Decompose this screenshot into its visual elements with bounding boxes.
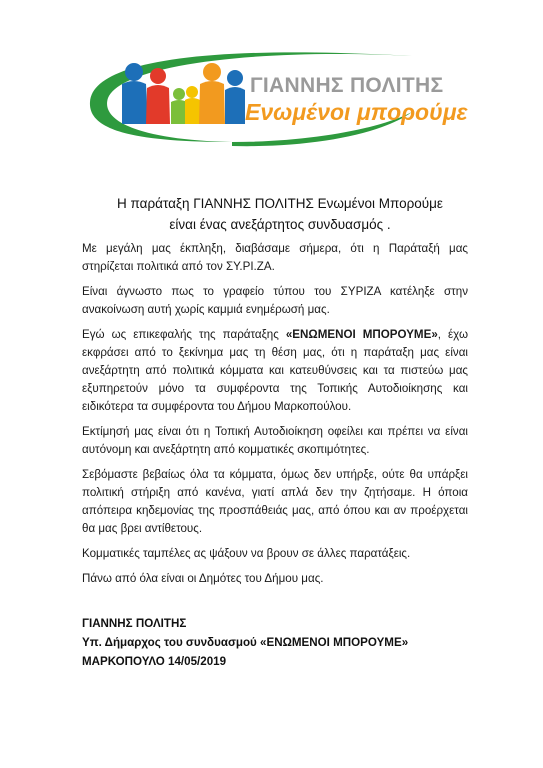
paragraph-6: Κομματικές ταμπέλες ας ψάξουν να βρουν σε άλλες παρατάξεις.	[82, 547, 411, 560]
party-name-bold: «ΕΝΩΜΕΝΟΙ ΜΠΟΡΟΥΜΕ»	[285, 328, 438, 341]
paragraph-3	[82, 326, 468, 416]
signature-block	[82, 614, 482, 671]
title-line-1: Η παράταξη ΓΙΑΝΝΗΣ ΠΟΛΙΤΗΣ Ενωμένοι Μπορούμε	[117, 196, 443, 211]
paragraph-2: Είναι άγνωστο πως το γραφείο τύπου του ΣΥΡΙΖΑ κατέληξε στην ανακοίνωση αυτή χωρίς καμμιά ενημέρωσή μας.	[82, 285, 468, 316]
document-body	[82, 240, 468, 595]
paragraph-5: Σεβόμαστε βεβαίως όλα τα κόμματα, όμως δεν υπήρξε, ούτε θα υπάρξει πολιτική στήριξη από κανένα, γιατί απλά δεν την ζητήσαμε. Η όποια απόπειρα κηδεμονίας της προσπάθειάς μας, από όπου και αν προέρχεται θα μας βρει αντίθετους.	[82, 468, 468, 535]
signature-role: Υπ. Δήμαρχος του συνδυασμού «ΕΝΩΜΕΝΟΙ ΜΠΟΡΟΥΜΕ»	[82, 636, 409, 649]
logo-slogan: Ενωμένοι μπορούμε	[245, 99, 468, 125]
logo-party-name: ΓΙΑΝΝΗΣ ΠΟΛΙΤΗΣ	[250, 74, 444, 97]
signature-name: ΓΙΑΝΝΗΣ ΠΟΛΙΤΗΣ	[82, 617, 187, 630]
signature-place-date: ΜΑΡΚΟΠΟΥΛΟ 14/05/2019	[82, 655, 227, 668]
paragraph-1: Με μεγάλη μας έκπληξη, διαβάσαμε σήμερα, ότι η Παράταξή μας στηρίζεται πολιτικά από τον ΣΥ.ΡΙ.ΖΑ.	[82, 242, 468, 273]
paragraph-3-lead: Εγώ ως επικεφαλής της παράταξης	[82, 328, 286, 341]
paragraph-4: Εκτίμησή μας είναι ότι η Τοπική Αυτοδιοίκηση οφείλει και πρέπει να είναι αυτόνομη και ανεξάρτητη από κομματικές σκοπιμότητες.	[82, 425, 468, 456]
paragraph-7: Πάνω από όλα είναι οι Δημότες του Δήμου μας.	[82, 572, 324, 585]
paragraph-3-rest: , έχω εκφράσει από το ξεκίνημα μας τη θέση μας, ότι η παράταξη μας είναι ανεξάρτητη από πολιτικά κόμματα και κατευθύνσεις και τα πιστεύω μας εξυπηρετούν μόνο τα συμφέροντα της Τοπικής Αυτοδιοίκησης και ειδικότερα τα συμφέροντα του Δήμου Μαρκοπούλου.	[82, 328, 469, 413]
title-line-2: είναι ένας ανεξάρτητος συνδυασμός .	[169, 217, 391, 232]
document-title	[90, 193, 470, 235]
party-logo	[82, 42, 506, 148]
